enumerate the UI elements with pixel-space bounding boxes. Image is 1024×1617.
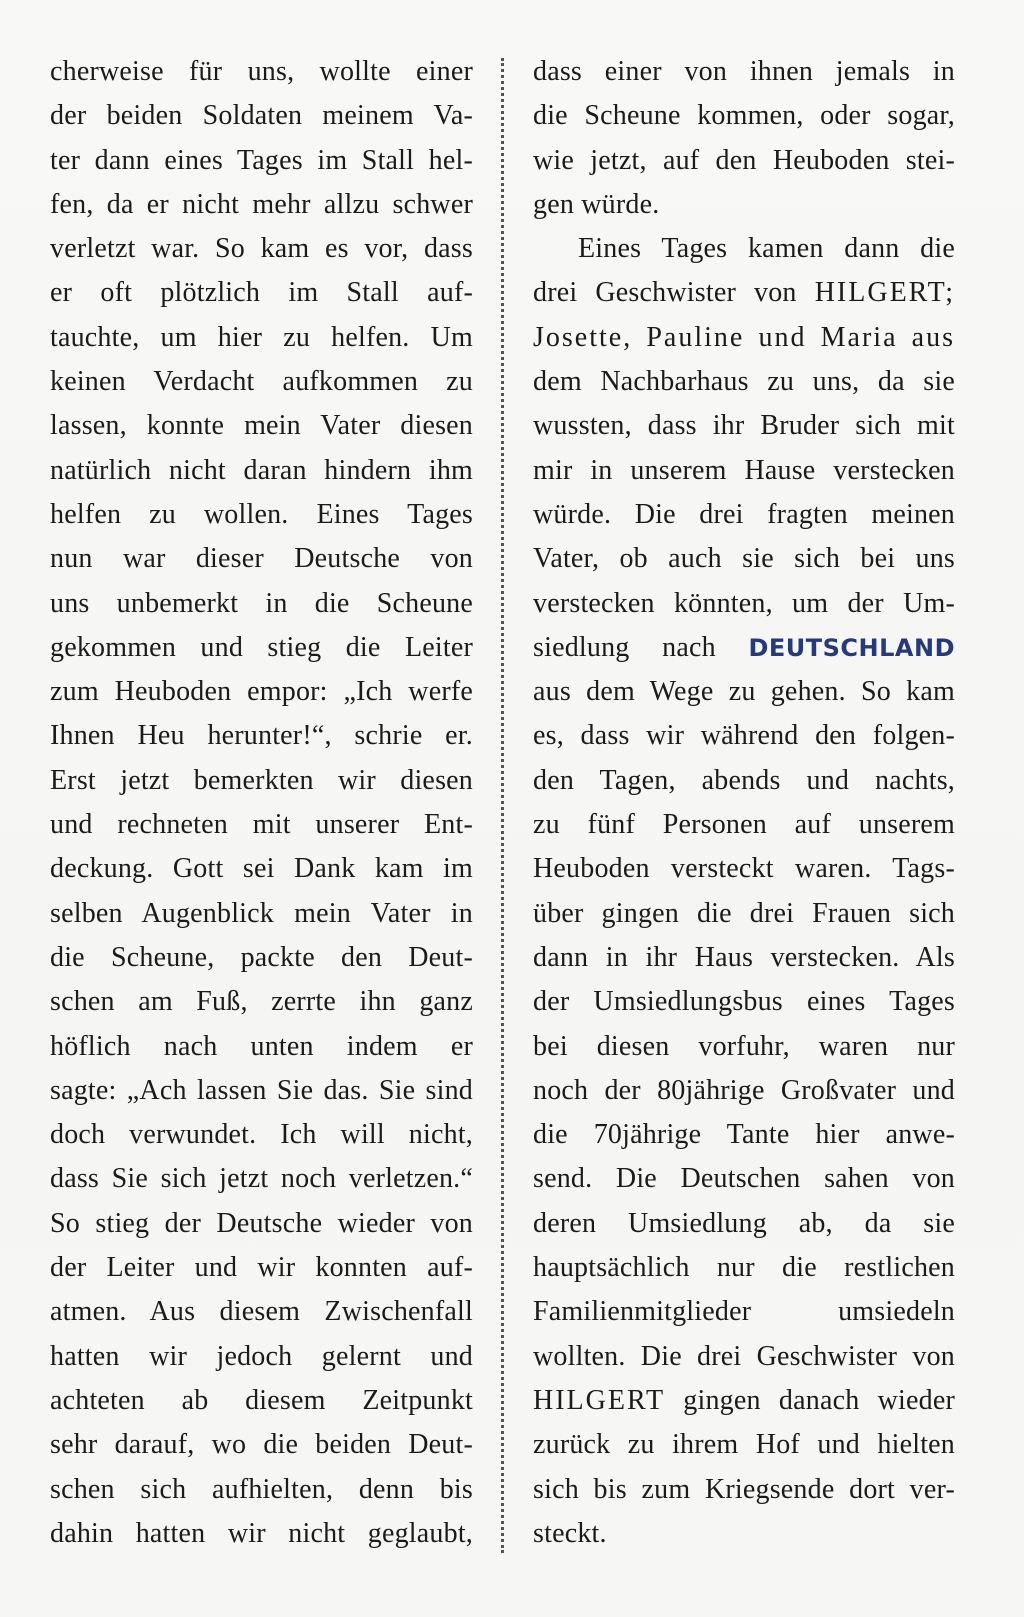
text-line: würde. Die drei fragten meinen (533, 498, 955, 530)
text-line: atmen. Aus diesem Zwischenfall (50, 1296, 473, 1328)
text-fragment: siedlung nach (533, 631, 716, 663)
column-divider (501, 58, 504, 1553)
text-line: dahin hatten wir nicht geglaubt, (50, 1517, 473, 1549)
text-line: selben Augenblick mein Vater in (50, 897, 473, 929)
text-line: der Leiter und wir konnten auf- (50, 1252, 473, 1284)
text-line: Erst jetzt bemerkten wir diesen (50, 764, 473, 796)
text-line: sehr darauf, wo die beiden Deut- (50, 1429, 473, 1461)
text-line: zum Heuboden empor: „Ich werfe (50, 676, 473, 708)
place-name-highlight: DEUTSCHLAND (748, 633, 955, 662)
text-line: höflich nach unten indem er (50, 1030, 473, 1062)
text-line: wie jetzt, auf den Heuboden stei- (533, 144, 955, 176)
text-line: natürlich nicht daran hindern ihm (50, 454, 473, 486)
text-line: dass Sie sich jetzt noch verletzen.“ (50, 1163, 473, 1195)
person-name: HILGERT (533, 1384, 666, 1416)
text-line: send. Die Deutschen sahen von (533, 1163, 955, 1195)
text-line: dann in ihr Haus verstecken. Als (533, 941, 955, 973)
right-column (533, 50, 955, 1556)
text-line: doch verwundet. Ich will nicht, (50, 1119, 473, 1151)
text-line: mir in unserem Hause verstecken (533, 454, 955, 486)
text-line: er oft plötzlich im Stall auf- (50, 277, 473, 309)
text-line (533, 626, 955, 670)
text-line: Heuboden versteckt waren. Tags- (533, 853, 955, 885)
text-line (533, 1379, 955, 1423)
text-line: schen sich aufhielten, denn bis (50, 1473, 473, 1505)
text-line: cherweise für uns, wollte einer (50, 56, 473, 87)
text-line (533, 271, 955, 315)
text-line: die 70jährige Tante hier anwe- (533, 1119, 955, 1151)
text-line: schen am Fuß, zerrte ihn ganz (50, 986, 473, 1018)
text-line: steckt. (533, 1517, 607, 1549)
text-line: Eines Tages kamen dann die (578, 233, 955, 265)
text-line: achteten ab diesem Zeitpunkt (50, 1384, 473, 1416)
text-line: dass einer von ihnen jemals in (533, 56, 955, 87)
text-line: helfen zu wollen. Eines Tages (50, 498, 473, 530)
text-line: deren Umsiedlung ab, da sie (533, 1207, 955, 1239)
text-line: tauchte, um hier zu helfen. Um (50, 321, 473, 353)
text-line: Ihnen Heu herunter!“, schrie er. (50, 720, 473, 752)
text-line: zu fünf Personen auf unserem (533, 809, 955, 841)
text-line: wussten, dass ihr Bruder sich mit (533, 410, 955, 442)
text-line: uns unbemerkt in die Scheune (50, 587, 473, 619)
text-line: aus dem Wege zu gehen. So kam (533, 676, 955, 708)
text-line: noch der 80jährige Großvater und (533, 1074, 955, 1106)
text-fragment: drei Geschwister von (533, 277, 797, 309)
text-line: nun war dieser Deutsche von (50, 543, 473, 575)
text-line: und rechneten mit unserer Ent- (50, 809, 473, 841)
text-line: Josette, Pauline und Maria aus (533, 321, 955, 353)
text-fragment: gingen danach wieder (683, 1384, 955, 1416)
text-line: verletzt war. So kam es vor, dass (50, 233, 473, 265)
text-line: der Umsiedlungsbus eines Tages (533, 986, 955, 1018)
text-line: dem Nachbarhaus zu uns, da sie (533, 366, 955, 398)
left-column (50, 50, 473, 1556)
text-line: die Scheune, packte den Deut- (50, 941, 473, 973)
text-line: den Tagen, abends und nachts, (533, 764, 955, 796)
text-line: es, dass wir während den folgen- (533, 720, 955, 752)
text-line: fen, da er nicht mehr allzu schwer (50, 188, 473, 220)
text-line: die Scheune kommen, oder sogar, (533, 100, 955, 132)
text-line: lassen, konnte mein Vater diesen (50, 410, 473, 442)
text-line: hatten wir jedoch gelernt und (50, 1340, 473, 1372)
text-line: Familienmitglieder umsiedeln (533, 1296, 955, 1328)
text-line: der beiden Soldaten meinem Va- (50, 100, 473, 132)
text-line: So stieg der Deutsche wieder von (50, 1207, 473, 1239)
text-line: über gingen die drei Frauen sich (533, 897, 955, 929)
text-line: sagte: „Ach lassen Sie das. Sie sind (50, 1074, 473, 1106)
text-line: keinen Verdacht aufkommen zu (50, 366, 473, 398)
text-line: wollten. Die drei Geschwister von (533, 1340, 955, 1372)
text-line: verstecken könnten, um der Um- (533, 587, 955, 619)
text-line: Vater, ob auch sie sich bei uns (533, 543, 955, 575)
text-line: gen würde. (533, 188, 660, 220)
text-line: sich bis zum Kriegsende dort ver- (533, 1473, 955, 1505)
text-line: gekommen und stieg die Leiter (50, 631, 473, 663)
person-name: HILGERT; (814, 277, 956, 309)
text-line: ter dann eines Tages im Stall hel- (50, 144, 473, 176)
text-line: hauptsächlich nur die restlichen (533, 1252, 955, 1284)
text-line: zurück zu ihrem Hof und hielten (533, 1429, 955, 1461)
text-line: deckung. Gott sei Dank kam im (50, 853, 473, 885)
text-line: bei diesen vorfuhr, waren nur (533, 1030, 955, 1062)
